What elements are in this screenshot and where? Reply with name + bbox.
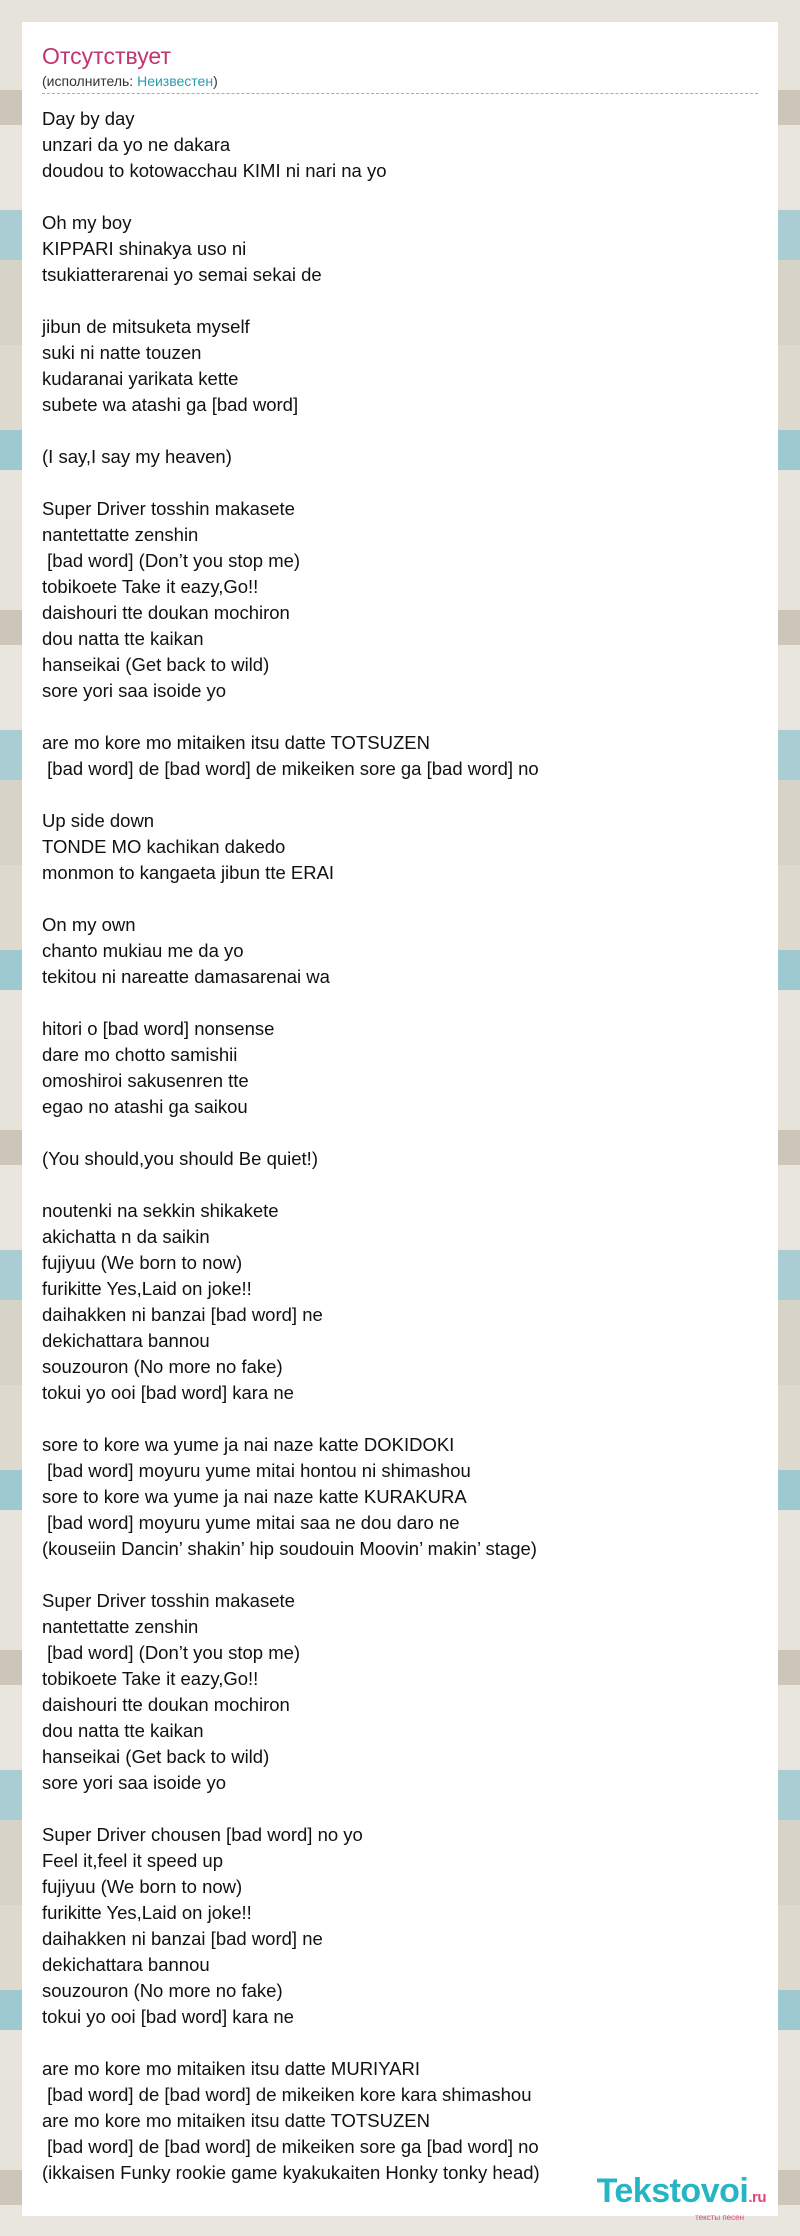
lyrics-line: tsukiatterarenai yo semai sekai de xyxy=(42,264,322,285)
logo-tld: .ru xyxy=(748,2189,766,2206)
lyrics-line: akichatta n da saikin xyxy=(42,1226,210,1247)
lyrics-line: egao no atashi ga saikou xyxy=(42,1096,248,1117)
lyrics-line: [bad word] de [bad word] de mikeiken sore ga [bad word] no xyxy=(42,2136,539,2157)
lyrics-line: daihakken ni banzai [bad word] ne xyxy=(42,1304,323,1325)
lyrics-blank-line xyxy=(42,782,758,808)
lyrics-line: dekichattara bannou xyxy=(42,1330,210,1351)
song-title: Отсутствует xyxy=(42,43,171,69)
lyrics-text xyxy=(42,106,758,2186)
lyrics-line: are mo kore mo mitaiken itsu datte TOTSUZEN xyxy=(42,2110,430,2131)
lyrics-blank-line xyxy=(42,886,758,912)
lyrics-line: fujiyuu (We born to now) xyxy=(42,1876,243,1897)
lyrics-line: tokui yo ooi [bad word] kara ne xyxy=(42,2006,294,2027)
lyrics-line: Up side down xyxy=(42,810,155,831)
lyrics-line: [bad word] moyuru yume mitai saa ne dou daro ne xyxy=(42,1512,460,1533)
lyrics-line: Super Driver tosshin makasete xyxy=(42,1590,295,1611)
lyrics-line: (You should,you should Be quiet!) xyxy=(42,1148,318,1169)
lyrics-blank-line xyxy=(42,990,758,1016)
lyrics-blank-line xyxy=(42,1406,758,1432)
lyrics-line: souzouron (No more no fake) xyxy=(42,1980,283,2001)
lyrics-line: omoshiroi sakusenren tte xyxy=(42,1070,249,1091)
lyrics-line: nantettatte zenshin xyxy=(42,1616,199,1637)
lyrics-line: tobikoete Take it eazy,Go!! xyxy=(42,1668,259,1689)
lyrics-line: souzouron (No more no fake) xyxy=(42,1356,283,1377)
lyrics-blank-line xyxy=(42,288,758,314)
lyrics-line: [bad word] moyuru yume mitai hontou ni shimashou xyxy=(42,1460,471,1481)
lyrics-blank-line xyxy=(42,1120,758,1146)
lyrics-line: tokui yo ooi [bad word] kara ne xyxy=(42,1382,294,1403)
lyrics-line: fujiyuu (We born to now) xyxy=(42,1252,243,1273)
performer-suffix: ) xyxy=(213,73,218,89)
site-logo[interactable] xyxy=(597,2174,766,2222)
lyrics-line: [bad word] (Don’t you stop me) xyxy=(42,550,301,571)
lyrics-line: unzari da yo ne dakara xyxy=(42,134,231,155)
lyrics-line: sore yori saa isoide yo xyxy=(42,680,227,701)
lyrics-blank-line xyxy=(42,1172,758,1198)
lyrics-line: nantettatte zenshin xyxy=(42,524,199,545)
logo-wordmark xyxy=(597,2174,766,2215)
lyrics-line: (kouseiin Dancin’ shakin’ hip soudouin Moovin’ makin’ stage) xyxy=(42,1538,537,1559)
lyrics-line: subete wa atashi ga [bad word] xyxy=(42,394,299,415)
lyrics-line: (I say,I say my heaven) xyxy=(42,446,232,467)
lyrics-line: dou natta tte kaikan xyxy=(42,1720,204,1741)
lyrics-line: daihakken ni banzai [bad word] ne xyxy=(42,1928,323,1949)
lyrics-line: tobikoete Take it eazy,Go!! xyxy=(42,576,259,597)
performer-prefix: (исполнитель: xyxy=(42,73,138,89)
lyrics-line: doudou to kotowacchau KIMI ni nari na yo xyxy=(42,160,387,181)
lyrics-line: daishouri tte doukan mochiron xyxy=(42,602,290,623)
lyrics-line: hitori o [bad word] nonsense xyxy=(42,1018,275,1039)
lyrics-line: (ikkaisen Funky rookie game kyakukaiten Honky tonky head) xyxy=(42,2162,540,2183)
lyrics-line: dare mo chotto samishii xyxy=(42,1044,238,1065)
lyrics-blank-line xyxy=(42,1796,758,1822)
lyrics-line: [bad word] (Don’t you stop me) xyxy=(42,1642,301,1663)
lyrics-blank-line xyxy=(42,2030,758,2056)
lyrics-line: monmon to kangaeta jibun tte ERAI xyxy=(42,862,335,883)
lyrics-line: [bad word] de [bad word] de mikeiken sore ga [bad word] no xyxy=(42,758,539,779)
lyrics-line: hanseikai (Get back to wild) xyxy=(42,654,270,675)
lyrics-line: Day by day xyxy=(42,108,135,129)
lyrics-line: sore to kore wa yume ja nai naze katte KURAKURA xyxy=(42,1486,467,1507)
lyrics-line: furikitte Yes,Laid on joke!! xyxy=(42,1278,252,1299)
lyrics-blank-line xyxy=(42,1562,758,1588)
lyrics-line: tekitou ni nareatte damasarenai wa xyxy=(42,966,330,987)
lyrics-line: Feel it,feel it speed up xyxy=(42,1850,223,1871)
lyrics-line: chanto mukiau me da yo xyxy=(42,940,244,961)
lyrics-line: KIPPARI shinakya uso ni xyxy=(42,238,247,259)
lyrics-line: Oh my boy xyxy=(42,212,132,233)
lyrics-line: noutenki na sekkin shikakete xyxy=(42,1200,279,1221)
lyrics-line: dekichattara bannou xyxy=(42,1954,210,1975)
lyrics-line: Super Driver chousen [bad word] no yo xyxy=(42,1824,363,1845)
lyrics-blank-line xyxy=(42,704,758,730)
logo-name: Tekstovoi xyxy=(596,2172,749,2210)
lyrics-line: furikitte Yes,Laid on joke!! xyxy=(42,1902,252,1923)
performer-line xyxy=(42,72,758,94)
lyrics-card xyxy=(22,22,778,2216)
lyrics-line: daishouri tte doukan mochiron xyxy=(42,1694,290,1715)
lyrics-line: sore to kore wa yume ja nai naze katte DOKIDOKI xyxy=(42,1434,455,1455)
lyrics-line: TONDE MO kachikan dakedo xyxy=(42,836,286,857)
logo-tagline: тексты песен xyxy=(695,2213,744,2222)
lyrics-line: jibun de mitsuketa myself xyxy=(42,316,250,337)
lyrics-line: Super Driver tosshin makasete xyxy=(42,498,295,519)
lyrics-blank-line xyxy=(42,470,758,496)
lyrics-line: [bad word] de [bad word] de mikeiken kore kara shimashou xyxy=(42,2084,532,2105)
lyrics-line: On my own xyxy=(42,914,136,935)
lyrics-line: kudaranai yarikata kette xyxy=(42,368,239,389)
lyrics-line: sore yori saa isoide yo xyxy=(42,1772,227,1793)
lyrics-line: dou natta tte kaikan xyxy=(42,628,204,649)
performer-link[interactable]: Неизвестен xyxy=(137,73,214,89)
lyrics-blank-line xyxy=(42,418,758,444)
lyrics-line: are mo kore mo mitaiken itsu datte TOTSUZEN xyxy=(42,732,430,753)
lyrics-line: are mo kore mo mitaiken itsu datte MURIYARI xyxy=(42,2058,421,2079)
lyrics-line: hanseikai (Get back to wild) xyxy=(42,1746,270,1767)
lyrics-line: suki ni natte touzen xyxy=(42,342,202,363)
lyrics-blank-line xyxy=(42,184,758,210)
